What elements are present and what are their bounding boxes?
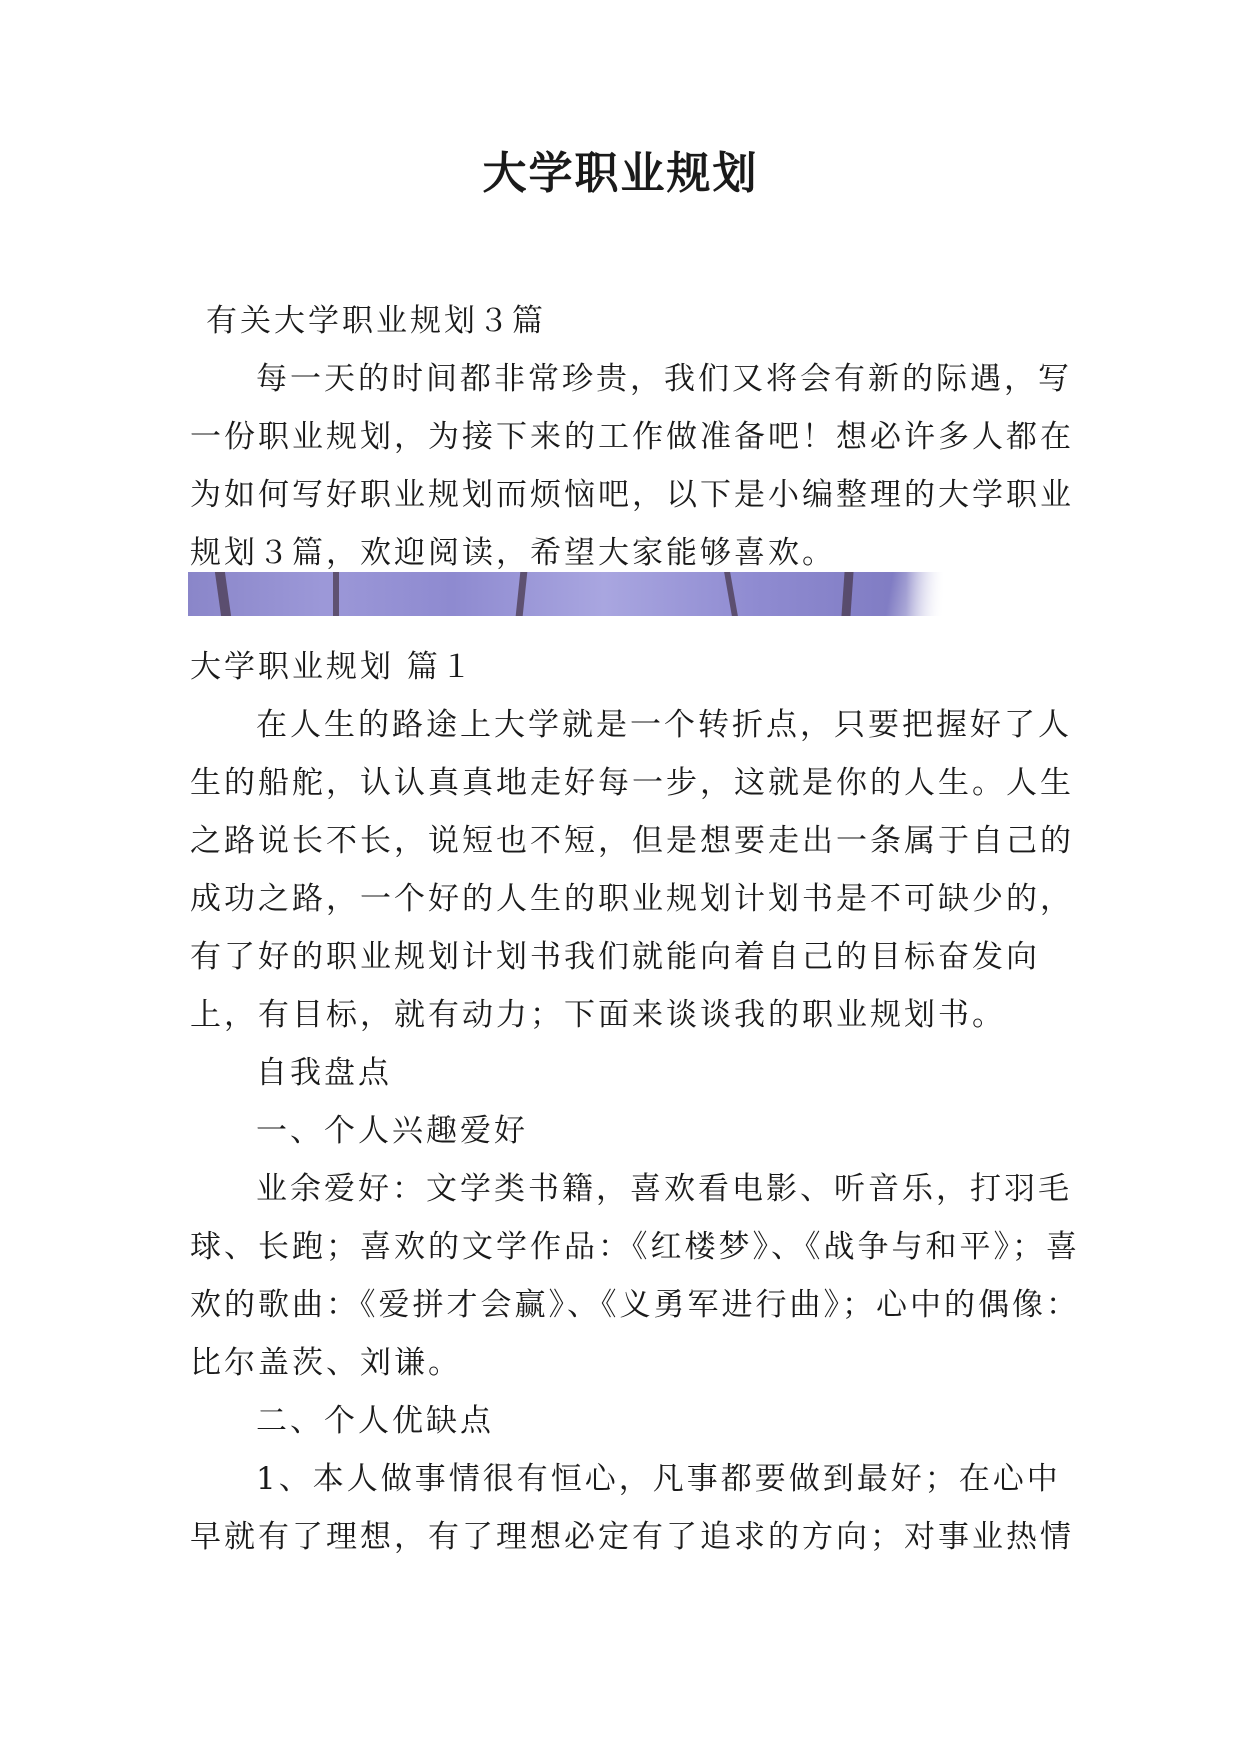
banner-image (188, 572, 944, 616)
intro-block (190, 292, 1074, 582)
intro-line: 一份职业规划，为接下来的工作做准备吧！想必许多人都在 (190, 419, 1074, 455)
paragraph-line: 球、长跑；喜欢的文学作品：《红楼梦》、《战争与和平》；喜 (190, 1229, 1080, 1265)
document-title: 大学职业规划 (482, 148, 759, 199)
paragraph-line: 1、本人做事情很有恒心，凡事都要做到最好；在心中 (256, 1461, 1061, 1497)
intro-line: 每一天的时间都非常珍贵，我们又将会有新的际遇，写 (256, 361, 1072, 397)
paragraph-line: 欢的歌曲：《爱拼才会赢》、《义勇军进行曲》；心中的偶像： (190, 1287, 1080, 1323)
paragraph-line: 上，有目标，就有动力；下面来谈谈我的职业规划书。 (190, 997, 1006, 1033)
document-subtitle: 有关大学职业规划３篇 (206, 303, 546, 339)
paragraph-line: 生的船舵，认认真真地走好每一步，这就是你的人生。人生 (190, 765, 1074, 801)
section-1 (190, 638, 1080, 1566)
paragraph-line: 在人生的路途上大学就是一个转折点，只要把握好了人 (256, 707, 1072, 743)
paragraph-line: 业余爱好：文学类书籍，喜欢看电影、听音乐，打羽毛 (256, 1171, 1072, 1207)
hobbies-heading: 一、个人兴趣爱好 (256, 1113, 528, 1149)
intro-line: 规划３篇，欢迎阅读，希望大家能够喜欢。 (190, 535, 836, 571)
section-heading: 大学职业规划 篇１ (190, 649, 475, 685)
paragraph-line: 比尔盖茨、刘谦。 (190, 1345, 462, 1381)
self-review-heading: 自我盘点 (256, 1055, 392, 1091)
strengths-heading: 二、个人优缺点 (256, 1403, 494, 1439)
paragraph-line: 有了好的职业规划计划书我们就能向着自己的目标奋发向 (190, 939, 1040, 975)
paragraph-line: 早就有了理想，有了理想必定有了追求的方向；对事业热情 (190, 1519, 1074, 1555)
intro-line: 为如何写好职业规划而烦恼吧，以下是小编整理的大学职业 (190, 477, 1074, 513)
paragraph-line: 之路说长不长，说短也不短，但是想要走出一条属于自己的 (190, 823, 1074, 859)
paragraph-line: 成功之路，一个好的人生的职业规划计划书是不可缺少的， (190, 881, 1074, 917)
